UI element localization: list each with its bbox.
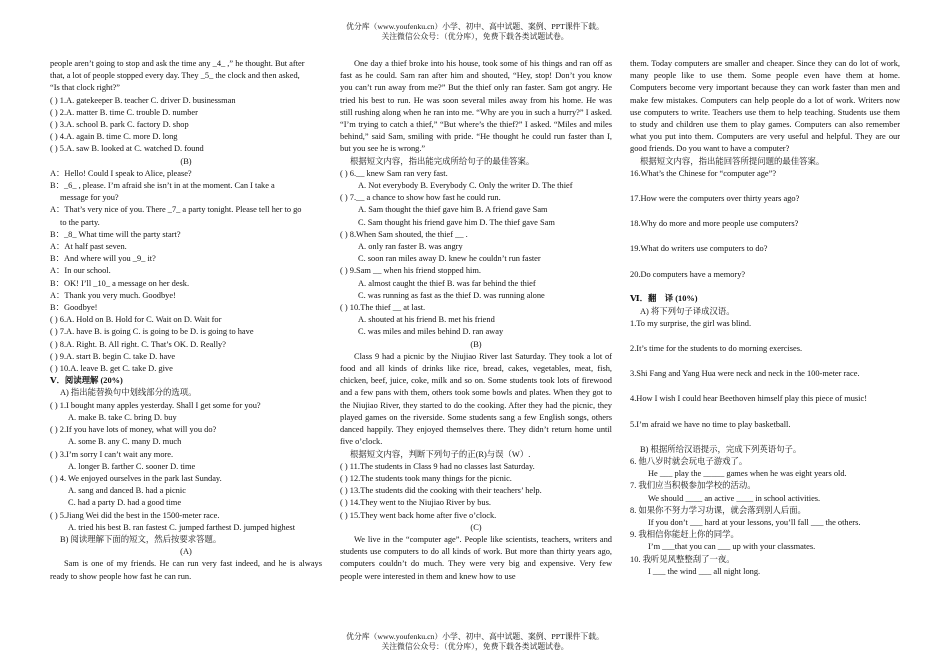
- reading-options-4b: C. had a party D. had a good time: [68, 498, 182, 508]
- dialog-question-7: ( ) 7.A. have B. is going C. is going to be D. is going to have: [50, 327, 254, 337]
- reading-question-2: ( ) 2.If you have lots of money, what will you do?: [50, 425, 217, 435]
- cloze-question-4: ( ) 4.A. again B. time C. more D. long: [50, 132, 178, 142]
- dialog-line-2: B：_6_ , please. I’m afraid she isn’t in at the moment. Can I take a: [50, 181, 275, 191]
- dialog-line-10: B：Goodbye!: [50, 303, 98, 313]
- intro-line-2: that, a lot of people stopped every day. They _5_ the clock and then asked,: [50, 71, 300, 81]
- dialog-line-5: A：At half past seven.: [50, 242, 127, 252]
- intro-line-1: people aren’t going to stop and ask the time any _4_ ,” he thought. But after: [50, 59, 305, 68]
- passage-a-story: One day a thief broke into his house, took some of his things and ran off as fast as he could. Sam ran after him and shouted, “Hey, stop! Don’t you know you can’t run away from me?” But the thief only ran faster. Sam got angry. He tried his best to run. He was soon several miles away from his home. He was still rushing along when he ran into me. “Why are you in such a hurry?” I asked. “I’m trying to catch a thief,” “But where’s the thief?” I asked. “Miles and miles behind,” said Sam, smiling with pride. “He thought he could run faster than I, but you see he is wrong.”: [340, 59, 612, 154]
- passage-a-options-8b: C. soon ran miles away D. knew he couldn’t run faster: [358, 254, 541, 264]
- passage-a-question-8: ( ) 8.When Sam shouted, the thief __ .: [340, 229, 468, 239]
- passage-a-options-7a: A. Sam thought the thief gave him B. A friend gave Sam: [358, 205, 548, 215]
- dialog-line-3: A：That’s very nice of you. There _7_ a party tonight. Please tell her to go: [50, 205, 302, 215]
- passage-b-heading: (B): [470, 339, 482, 349]
- fill-sentence-10: I ___ the wind ___ all night long.: [648, 566, 761, 576]
- fill-prompt-10: 10. 我听见风整整刮了一夜。: [630, 554, 735, 564]
- passage-b-statement-13: ( ) 13.The students did the cooking with their teachers’ help.: [340, 486, 542, 496]
- passage-a-heading: (A): [180, 547, 192, 557]
- passage-a-options-9b: C. was running as fast as the thief D. was running alone: [358, 290, 545, 300]
- passage-b-instruction: 根据短文内容，判断下列句子的正(R)与误（W）.: [350, 449, 531, 459]
- dialog-line-7: A：In our school.: [50, 266, 111, 276]
- fill-prompt-8: 8. 如果你不努力学习功课，就会落到别人后面。: [630, 505, 806, 515]
- passage-a-options-9a: A. almost caught the thief B. was far behind the thief: [358, 278, 536, 288]
- translate-sentence-1: 1.To my surprise, the girl was blind.: [630, 318, 752, 328]
- passage-c-question-17: 17.How were the computers over thirty years ago?: [630, 194, 800, 204]
- column-middle: [340, 58, 612, 583]
- dialog-line-8: B：OK! I’ll _10_ a message on her desk.: [50, 278, 190, 288]
- passage-a-question-9: ( ) 9.Sam __ when his friend stopped him.: [340, 266, 481, 276]
- passage-c-question-19: 19.What do writers use computers to do?: [630, 244, 768, 254]
- passage-a-options-8a: A. only ran faster B. was angry: [358, 242, 463, 252]
- dialog-question-9: ( ) 9.A. start B. begin C. take D. have: [50, 351, 176, 361]
- cloze-question-5: ( ) 5.A. saw B. looked at C. watched D. found: [50, 144, 204, 154]
- fill-sentence-7: We should ____ an active ____ in school activities.: [648, 493, 821, 503]
- reading-options-3: A. longer B. farther C. sooner D. time: [68, 461, 196, 471]
- section-6-heading: Ⅵ．翻 译 (10%): [630, 294, 698, 304]
- passage-a-text: Sam is one of my friends. He can run very fast indeed, and he is always ready to show people how fast he can run.: [50, 559, 322, 581]
- passage-b-statement-11: ( ) 11.The students in Class 9 had no classes last Saturday.: [340, 461, 535, 471]
- translate-sentence-5: 5.I’m afraid we have no time to play basketball.: [630, 419, 791, 429]
- passage-c-continued: them. Today computers are smaller and cheaper. Since they can do lot of work, many people like to use them. Some people even have them at home. Computers become very important because they can work faster than men and make few mistakes. Computers can help people do a lot of work. Writers now use computers to write. Teachers use them to help teaching. Students use them to study and children use them to play games. Computers can also remember what you put into them. Computers are very useful and helpful. They are our good friends. Do you want to have a computer?: [630, 59, 900, 154]
- cloze-question-1: ( ) 1.A. gatekeeper B. teacher C. driver D. businessman: [50, 95, 236, 105]
- fill-prompt-6: 6. 他八岁时就会玩电子游戏了。: [630, 456, 748, 466]
- cloze-question-2: ( ) 2.A. matter B. time C. trouble D. number: [50, 107, 198, 117]
- dialog-line-6: B：And where will you _9_ it?: [50, 254, 156, 264]
- translate-sentence-4: 4.How I wish I could hear Beethoven himself play this piece of music!: [630, 394, 867, 404]
- intro-line-3: “Is that clock right?”: [50, 83, 120, 93]
- translate-sentence-2: 2.It’s time for the students to do morning exercises.: [630, 343, 803, 353]
- page-footer: [0, 632, 950, 652]
- passage-a-question-6: ( ) 6.__ knew Sam ran very fast.: [340, 168, 448, 178]
- dialog-question-8: ( ) 8.A. Right. B. All right. C. That’s OK. D. Really?: [50, 339, 226, 349]
- reading-options-4a: A. sang and danced B. had a picnic: [68, 486, 186, 496]
- passage-c-text: We live in the “computer age”. People like scientists, teachers, writers and students use computers to do all kinds of work. But more than thirty years ago, computers couldn’t do much. They were very big and expensive. Very few people were interested in them and knew how to use: [340, 534, 612, 581]
- passage-c-question-18: 18.Why do more and more people use computers?: [630, 219, 799, 229]
- fill-prompt-7: 7. 我们应当积极参加学校的活动。: [630, 481, 756, 491]
- column-right: [630, 58, 900, 578]
- section-5-heading: Ⅴ．阅读理解 (20%): [50, 376, 123, 386]
- dialog-question-10: ( ) 10.A. leave B. get C. take D. give: [50, 364, 173, 374]
- footer-line-2: 关注微信公众号：（优分库），免费下载各类试题试卷。: [381, 642, 569, 651]
- page-header: [0, 22, 950, 42]
- passage-a-options-6: A. Not everybody B. Everybody C. Only the writer D. The thief: [358, 181, 573, 191]
- column-left: [50, 58, 322, 583]
- passage-c-question-20: 20.Do computers have a memory?: [630, 269, 746, 279]
- section-5a-instruction: A) 指出能替换句中划线部分的选项。: [60, 388, 197, 398]
- section-6b-instruction: B) 根据所给汉语提示，完成下列英语句子。: [640, 444, 802, 454]
- passage-a-question-10: ( ) 10.The thief __ at last.: [340, 303, 426, 313]
- passage-c-question-16: 16.What’s the Chinese for “computer age”?: [630, 168, 777, 178]
- translate-sentence-3: 3.Shi Fang and Yang Hua were neck and neck in the 100-meter race.: [630, 369, 860, 379]
- fill-sentence-8: If you don’t ___ hard at your lessons, you’ll fall ___ the others.: [648, 517, 861, 527]
- reading-question-5: ( ) 5.Jiang Wei did the best in the 1500-meter race.: [50, 510, 220, 520]
- cloze-question-3: ( ) 3.A. school B. park C. factory D. shop: [50, 120, 189, 130]
- reading-options-2: A. some B. any C. many D. much: [68, 437, 182, 447]
- passage-a-options-10b: C. was miles and miles behind D. ran away: [358, 327, 504, 337]
- reading-question-3: ( ) 3.I’m sorry I can’t wait any more.: [50, 449, 174, 459]
- section-5b-instruction: B) 阅读理解下面的短文，然后按要求答题。: [60, 534, 222, 544]
- passage-b-statement-15: ( ) 15.They went back home after five o’clock.: [340, 510, 497, 520]
- passage-a-instruction: 根据短文内容，指出能完成所给句子的最佳答案。: [350, 156, 535, 166]
- passage-c-heading: (C): [470, 522, 482, 532]
- passage-b-statement-14: ( ) 14.They went to the Niujiao River by bus.: [340, 498, 491, 508]
- header-line-2: 关注微信公众号：（优分库），免费下载各类试题试卷。: [381, 32, 569, 41]
- dialog-line-4: B：_8_ What time will the party start?: [50, 229, 181, 239]
- reading-question-1: ( ) 1.I bought many apples yesterday. Shall I get some for you?: [50, 400, 261, 410]
- passage-b-statement-12: ( ) 12.The students took many things for the picnic.: [340, 473, 512, 483]
- fill-sentence-9: I’m ___that you can ___ up with your classmates.: [648, 542, 816, 552]
- footer-line-1: 优分库（www.youfenku.cn）小学、初中、高中试题、案例、PPT课件下载。: [346, 632, 604, 641]
- dialog-line-9: A：Thank you very much. Goodbye!: [50, 290, 176, 300]
- header-line-1: 优分库（www.youfenku.cn）小学、初中、高中试题、案例、PPT课件下载。: [346, 22, 604, 31]
- passage-a-question-7: ( ) 7.__ a chance to show how fast he could run.: [340, 193, 501, 203]
- fill-prompt-9: 9. 我相信你能赶上你的同学。: [630, 530, 739, 540]
- passage-c-instruction: 根据短文内容，指出能回答所提问题的最佳答案。: [640, 156, 825, 166]
- dialog-line-2b: message for you?: [60, 193, 119, 203]
- passage-a-options-10a: A. shouted at his friend B. met his friend: [358, 315, 495, 325]
- passage-a-options-7b: C. Sam thought his friend gave him D. The thief gave Sam: [358, 217, 555, 227]
- passage-b-text: Class 9 had a picnic by the Niujiao River last Saturday. They took a lot of food and all kinds of drinks like rice, bread, cakes, vegetables, meat, fish, chicken, beef, juice, coke, milk and so on. Some students took lots of firewood and a few pans with them, others took some bowls and plates. When they got to the Niujiao River, they started to do the cooking. After they had the picnic, they played games on the riverside. Some students sang a few English songs, others danced happily. They enjoyed themselves there. They didn’t return home until five o’clock.: [340, 351, 612, 447]
- reading-options-5: A. tried his best B. ran fastest C. jumped farthest D. jumped highest: [68, 522, 296, 532]
- fill-sentence-6: He ___ play the _____ games when he was eight years old.: [648, 469, 847, 479]
- section-6a-instruction: A) 将下列句子译成汉语。: [640, 306, 735, 316]
- dialog-line-1: A：Hello! Could I speak to Alice, please?: [50, 168, 192, 178]
- section-b-heading: (B): [180, 156, 192, 166]
- dialog-question-6: ( ) 6.A. Hold on B. Hold for C. Wait on D. Wait for: [50, 315, 222, 325]
- reading-question-4: ( ) 4. We enjoyed ourselves in the park last Sunday.: [50, 473, 222, 483]
- reading-options-1: A. make B. take C. bring D. buy: [68, 412, 177, 422]
- dialog-line-3b: to the party.: [60, 217, 100, 227]
